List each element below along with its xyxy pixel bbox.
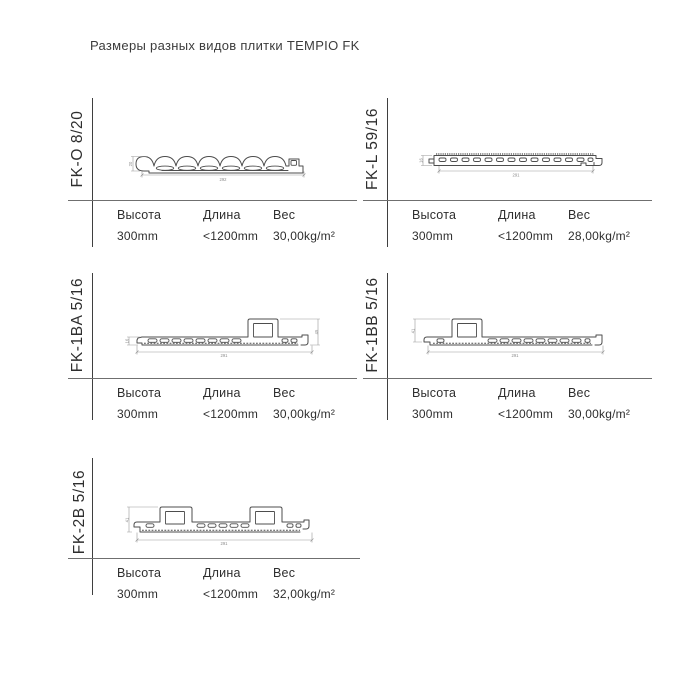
col-header-weight: Вес xyxy=(568,208,591,222)
col-header-height: Высота xyxy=(117,386,162,400)
page-title: Размеры разных видов плитки TEMPIO FK xyxy=(90,38,360,53)
col-header-weight: Вес xyxy=(273,566,296,580)
col-header-length: Длина xyxy=(203,386,241,400)
section-fk1bb-label: FK-1BB 5/16 xyxy=(364,277,381,373)
fk1ba-width-dim-label: 291 xyxy=(220,352,228,358)
fkl-thickness-dim-label: 16 xyxy=(418,158,424,163)
spec-table-fko xyxy=(92,200,362,260)
value-length: <1200mm xyxy=(498,407,554,421)
fkl-width-dim-label: 291 xyxy=(512,172,520,178)
col-header-weight: Вес xyxy=(273,208,296,222)
fk2b-outline xyxy=(134,507,309,532)
profile-drawing-fk2b xyxy=(116,486,336,550)
col-header-height: Высота xyxy=(117,208,162,222)
section-fk1ba-label: FK-1BA 5/16 xyxy=(69,277,86,373)
col-header-length: Длина xyxy=(203,208,241,222)
fko-width-dim-label: 292 xyxy=(219,176,227,182)
value-weight: 28,00kg/m² xyxy=(568,229,631,243)
value-weight: 30,00kg/m² xyxy=(273,229,336,243)
value-weight: 32,00kg/m² xyxy=(273,587,336,601)
profile-drawing-fkl xyxy=(413,146,613,178)
spec-table-fkl xyxy=(387,200,657,260)
value-height: 300mm xyxy=(117,407,159,421)
spec-table-fk2b xyxy=(92,558,362,618)
value-height: 300mm xyxy=(117,587,159,601)
value-length: <1200mm xyxy=(203,407,259,421)
fk2b-thickness-dim-label: 41 xyxy=(124,517,130,523)
col-header-length: Длина xyxy=(498,208,536,222)
col-header-height: Высота xyxy=(412,208,457,222)
col-header-length: Длина xyxy=(498,386,536,400)
col-header-weight: Вес xyxy=(568,386,591,400)
value-length: <1200mm xyxy=(203,229,259,243)
col-header-length: Длина xyxy=(203,566,241,580)
value-length: <1200mm xyxy=(498,229,554,243)
value-height: 300mm xyxy=(412,407,454,421)
value-height: 300mm xyxy=(117,229,159,243)
value-weight: 30,00kg/m² xyxy=(568,407,631,421)
section-fk2b-label: FK-2B 5/16 xyxy=(71,469,88,555)
col-header-height: Высота xyxy=(117,566,162,580)
col-header-height: Высота xyxy=(412,386,457,400)
fk1ba-box-height-dim-label: 45 xyxy=(314,329,319,335)
profile-drawing-fk1ba xyxy=(116,296,336,358)
profile-drawing-fk1bb xyxy=(401,296,621,358)
spec-table-fk1ba xyxy=(92,378,362,438)
fk1bb-width-dim-label: 291 xyxy=(511,352,519,358)
fk1ba-thickness-dim-label: 16 xyxy=(124,338,130,344)
fk2b-width-dim-label: 291 xyxy=(220,540,228,546)
section-fkl-label: FK-L 59/16 xyxy=(364,107,381,191)
value-weight: 30,00kg/m² xyxy=(273,407,336,421)
col-header-weight: Вес xyxy=(273,386,296,400)
value-height: 300mm xyxy=(412,229,454,243)
section-fko-label: FK-O 8/20 xyxy=(69,110,86,188)
fk1bb-thickness-dim-label: 41 xyxy=(410,328,416,334)
profile-drawing-fko xyxy=(118,142,318,184)
spec-table-fk1bb xyxy=(387,378,657,438)
value-length: <1200mm xyxy=(203,587,259,601)
fko-thickness-dim-label: 20 xyxy=(128,161,133,167)
